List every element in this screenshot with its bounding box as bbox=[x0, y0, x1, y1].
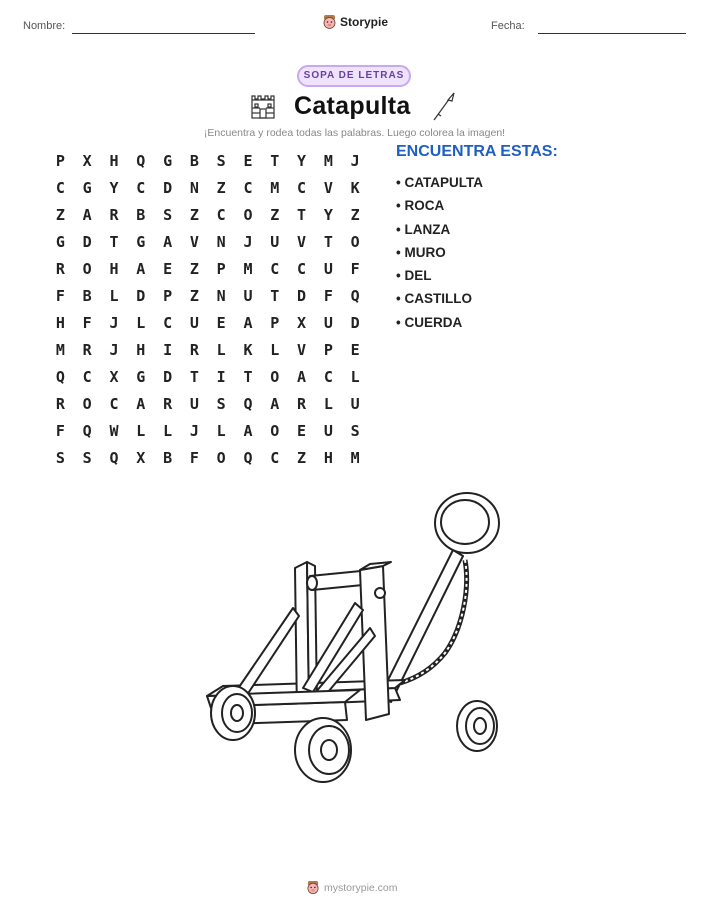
brand-logo bbox=[322, 14, 388, 30]
word-item: • ROCA bbox=[396, 198, 445, 214]
grid-letter[interactable]: H bbox=[109, 259, 119, 278]
grid-letter[interactable]: O bbox=[243, 205, 253, 224]
grid-letter[interactable]: H bbox=[109, 151, 119, 170]
grid-letter[interactable]: Q bbox=[82, 421, 92, 440]
grid-letter[interactable]: D bbox=[82, 232, 92, 251]
grid-letter[interactable]: O bbox=[270, 421, 280, 440]
grid-letter[interactable]: S bbox=[216, 151, 226, 170]
grid-letter[interactable]: G bbox=[136, 367, 146, 386]
grid-row bbox=[47, 363, 369, 390]
grid-letter[interactable]: A bbox=[270, 394, 280, 413]
grid-letter[interactable]: K bbox=[243, 340, 253, 359]
grid-row bbox=[47, 444, 369, 471]
grid-letter[interactable]: T bbox=[297, 205, 307, 224]
spear-icon bbox=[430, 92, 456, 122]
grid-letter[interactable]: G bbox=[136, 232, 146, 251]
grid-letter[interactable]: D bbox=[163, 367, 173, 386]
footer bbox=[306, 880, 398, 895]
grid-letter[interactable]: Q bbox=[243, 448, 253, 467]
grid-letter[interactable]: X bbox=[297, 313, 307, 332]
grid-letter[interactable]: F bbox=[350, 259, 360, 278]
grid-letter[interactable]: C bbox=[55, 178, 65, 197]
grid-letter[interactable]: I bbox=[216, 367, 226, 386]
grid-letter[interactable]: U bbox=[350, 394, 360, 413]
date-field-line[interactable] bbox=[538, 33, 686, 34]
grid-letter[interactable]: F bbox=[55, 286, 65, 305]
grid-letter[interactable]: R bbox=[55, 259, 65, 278]
grid-row bbox=[47, 174, 369, 201]
grid-letter[interactable]: P bbox=[270, 313, 280, 332]
castle-icon bbox=[249, 92, 277, 120]
grid-letter[interactable]: H bbox=[136, 340, 146, 359]
grid-letter[interactable]: S bbox=[350, 421, 360, 440]
grid-letter[interactable]: M bbox=[243, 259, 253, 278]
grid-letter[interactable]: S bbox=[216, 394, 226, 413]
grid-letter[interactable]: D bbox=[350, 313, 360, 332]
grid-letter[interactable]: D bbox=[136, 286, 146, 305]
grid-letter[interactable]: O bbox=[82, 259, 92, 278]
grid-letter[interactable]: C bbox=[323, 367, 333, 386]
grid-row bbox=[47, 228, 369, 255]
grid-letter[interactable]: R bbox=[55, 394, 65, 413]
grid-letter[interactable]: Z bbox=[270, 205, 280, 224]
word-item: • CATAPULTA bbox=[396, 175, 483, 190]
grid-letter[interactable]: Y bbox=[109, 178, 119, 197]
grid-letter[interactable]: Z bbox=[297, 448, 307, 467]
grid-letter[interactable]: G bbox=[55, 232, 65, 251]
grid-row bbox=[47, 282, 369, 309]
grid-letter[interactable]: D bbox=[297, 286, 307, 305]
word-item: • MURO bbox=[396, 244, 446, 260]
grid-letter[interactable]: B bbox=[189, 151, 199, 170]
word-item: • DEL bbox=[396, 268, 432, 284]
grid-letter[interactable]: C bbox=[163, 313, 173, 332]
grid-letter[interactable]: O bbox=[270, 367, 280, 386]
grid-letter[interactable]: V bbox=[297, 340, 307, 359]
grid-letter[interactable]: J bbox=[189, 421, 199, 440]
instructions: ¡Encuentra y rodea todas las palabras. Luego colorea la imagen! bbox=[203, 127, 506, 139]
grid-letter[interactable]: T bbox=[270, 286, 280, 305]
grid-letter[interactable]: Y bbox=[323, 205, 333, 224]
grid-letter[interactable]: N bbox=[189, 178, 199, 197]
grid-letter[interactable]: S bbox=[163, 205, 173, 224]
grid-letter[interactable]: Z bbox=[189, 286, 199, 305]
grid-letter[interactable]: M bbox=[270, 178, 280, 197]
pig-mascot-icon bbox=[306, 880, 320, 895]
grid-letter[interactable]: A bbox=[163, 232, 173, 251]
grid-letter[interactable]: K bbox=[350, 178, 360, 197]
grid-letter[interactable]: C bbox=[270, 448, 280, 467]
grid-letter[interactable]: T bbox=[109, 232, 119, 251]
grid-letter[interactable]: Z bbox=[216, 178, 226, 197]
grid-letter[interactable]: M bbox=[55, 340, 65, 359]
grid-letter[interactable]: U bbox=[323, 313, 333, 332]
grid-letter[interactable]: J bbox=[243, 232, 253, 251]
grid-letter[interactable]: Z bbox=[189, 205, 199, 224]
grid-letter[interactable]: X bbox=[82, 151, 92, 170]
grid-letter[interactable]: T bbox=[270, 151, 280, 170]
grid-letter[interactable]: P bbox=[216, 259, 226, 278]
grid-letter[interactable]: U bbox=[189, 394, 199, 413]
grid-letter[interactable]: L bbox=[216, 421, 226, 440]
grid-letter[interactable]: C bbox=[136, 178, 146, 197]
grid-letter[interactable]: A bbox=[82, 205, 92, 224]
grid-letter[interactable]: V bbox=[189, 232, 199, 251]
word-search-badge: SOPA DE LETRAS bbox=[297, 65, 411, 87]
grid-letter[interactable]: T bbox=[189, 367, 199, 386]
letter-grid bbox=[47, 147, 369, 471]
grid-letter[interactable]: A bbox=[297, 367, 307, 386]
page-title: Catapulta bbox=[294, 92, 411, 120]
grid-letter[interactable]: A bbox=[136, 394, 146, 413]
grid-letter[interactable]: V bbox=[297, 232, 307, 251]
grid-row bbox=[47, 336, 369, 363]
grid-letter[interactable]: Q bbox=[55, 367, 65, 386]
grid-letter[interactable]: G bbox=[82, 178, 92, 197]
grid-letter[interactable]: Z bbox=[350, 205, 360, 224]
grid-row bbox=[47, 201, 369, 228]
grid-letter[interactable]: J bbox=[109, 313, 119, 332]
grid-letter[interactable]: W bbox=[109, 421, 119, 440]
grid-letter[interactable]: R bbox=[82, 340, 92, 359]
grid-letter[interactable]: R bbox=[189, 340, 199, 359]
grid-row bbox=[47, 417, 369, 444]
grid-letter[interactable]: B bbox=[163, 448, 173, 467]
grid-letter[interactable]: H bbox=[55, 313, 65, 332]
grid-letter[interactable]: J bbox=[109, 340, 119, 359]
grid-letter[interactable]: L bbox=[136, 313, 146, 332]
word-list-title: ENCUENTRA ESTAS: bbox=[396, 143, 558, 160]
grid-letter[interactable]: R bbox=[163, 394, 173, 413]
grid-letter[interactable]: T bbox=[243, 367, 253, 386]
grid-letter[interactable]: U bbox=[189, 313, 199, 332]
grid-row bbox=[47, 309, 369, 336]
grid-letter[interactable]: E bbox=[216, 313, 226, 332]
word-item: • CASTILLO bbox=[396, 291, 472, 307]
grid-letter[interactable]: F bbox=[323, 286, 333, 305]
grid-letter[interactable]: C bbox=[270, 259, 280, 278]
grid-letter[interactable]: P bbox=[323, 340, 333, 359]
grid-letter[interactable]: C bbox=[297, 259, 307, 278]
grid-letter[interactable]: Z bbox=[55, 205, 65, 224]
grid-letter[interactable]: U bbox=[323, 421, 333, 440]
grid-letter[interactable]: X bbox=[136, 448, 146, 467]
grid-letter[interactable]: T bbox=[323, 232, 333, 251]
grid-letter[interactable]: I bbox=[163, 340, 173, 359]
grid-letter[interactable]: C bbox=[82, 367, 92, 386]
grid-letter[interactable]: M bbox=[323, 151, 333, 170]
grid-letter[interactable]: B bbox=[82, 286, 92, 305]
brand-name: Storypie bbox=[340, 15, 389, 29]
grid-letter[interactable]: L bbox=[163, 421, 173, 440]
grid-letter[interactable]: L bbox=[136, 421, 146, 440]
grid-row bbox=[47, 390, 369, 417]
grid-row bbox=[47, 255, 369, 282]
grid-letter[interactable]: R bbox=[109, 205, 119, 224]
grid-letter[interactable]: J bbox=[350, 151, 360, 170]
catapult-illustration bbox=[195, 488, 515, 788]
grid-letter[interactable]: C bbox=[216, 205, 226, 224]
grid-letter[interactable]: C bbox=[243, 178, 253, 197]
grid-letter[interactable]: Y bbox=[297, 151, 307, 170]
grid-letter[interactable]: H bbox=[323, 448, 333, 467]
name-field-line[interactable] bbox=[72, 33, 255, 34]
grid-letter[interactable]: E bbox=[163, 259, 173, 278]
word-item: • CUERDA bbox=[396, 314, 463, 330]
grid-letter[interactable]: Z bbox=[189, 259, 199, 278]
grid-letter[interactable]: L bbox=[109, 286, 119, 305]
grid-letter[interactable]: L bbox=[270, 340, 280, 359]
grid-letter[interactable]: U bbox=[270, 232, 280, 251]
grid-letter[interactable]: O bbox=[82, 394, 92, 413]
grid-letter[interactable]: C bbox=[297, 178, 307, 197]
grid-letter[interactable]: L bbox=[216, 340, 226, 359]
grid-letter[interactable]: C bbox=[109, 394, 119, 413]
grid-letter[interactable]: L bbox=[350, 367, 360, 386]
grid-letter[interactable]: V bbox=[323, 178, 333, 197]
grid-letter[interactable]: F bbox=[55, 421, 65, 440]
grid-letter[interactable]: E bbox=[243, 151, 253, 170]
grid-letter[interactable]: S bbox=[55, 448, 65, 467]
grid-letter[interactable]: N bbox=[216, 232, 226, 251]
footer-url: mystorypie.com bbox=[324, 881, 398, 894]
grid-letter[interactable]: M bbox=[350, 448, 360, 467]
grid-letter[interactable]: U bbox=[243, 286, 253, 305]
grid-letter[interactable]: L bbox=[323, 394, 333, 413]
grid-letter[interactable]: E bbox=[350, 340, 360, 359]
grid-letter[interactable]: B bbox=[136, 205, 146, 224]
grid-letter[interactable]: A bbox=[136, 259, 146, 278]
date-label: Fecha: bbox=[491, 20, 525, 32]
grid-letter[interactable]: S bbox=[82, 448, 92, 467]
grid-letter[interactable]: Q bbox=[136, 151, 146, 170]
grid-letter[interactable]: E bbox=[297, 421, 307, 440]
grid-letter[interactable]: Q bbox=[109, 448, 119, 467]
grid-letter[interactable]: U bbox=[323, 259, 333, 278]
grid-letter[interactable]: R bbox=[297, 394, 307, 413]
grid-letter[interactable]: P bbox=[163, 286, 173, 305]
name-label: Nombre: bbox=[23, 20, 66, 32]
word-item: • LANZA bbox=[396, 221, 451, 237]
grid-letter[interactable]: X bbox=[109, 367, 119, 386]
grid-letter[interactable]: Q bbox=[350, 286, 360, 305]
grid-letter[interactable]: Q bbox=[243, 394, 253, 413]
grid-letter[interactable]: F bbox=[82, 313, 92, 332]
grid-letter[interactable]: F bbox=[189, 448, 199, 467]
grid-letter[interactable]: A bbox=[243, 421, 253, 440]
grid-letter[interactable]: D bbox=[163, 178, 173, 197]
pig-mascot-icon bbox=[322, 14, 337, 30]
grid-letter[interactable]: N bbox=[216, 286, 226, 305]
grid-letter[interactable]: P bbox=[55, 151, 65, 170]
grid-letter[interactable]: G bbox=[163, 151, 173, 170]
grid-row bbox=[47, 147, 369, 174]
word-list bbox=[396, 143, 558, 334]
grid-letter[interactable]: O bbox=[350, 232, 360, 251]
grid-letter[interactable]: A bbox=[243, 313, 253, 332]
grid-letter[interactable]: O bbox=[216, 448, 226, 467]
